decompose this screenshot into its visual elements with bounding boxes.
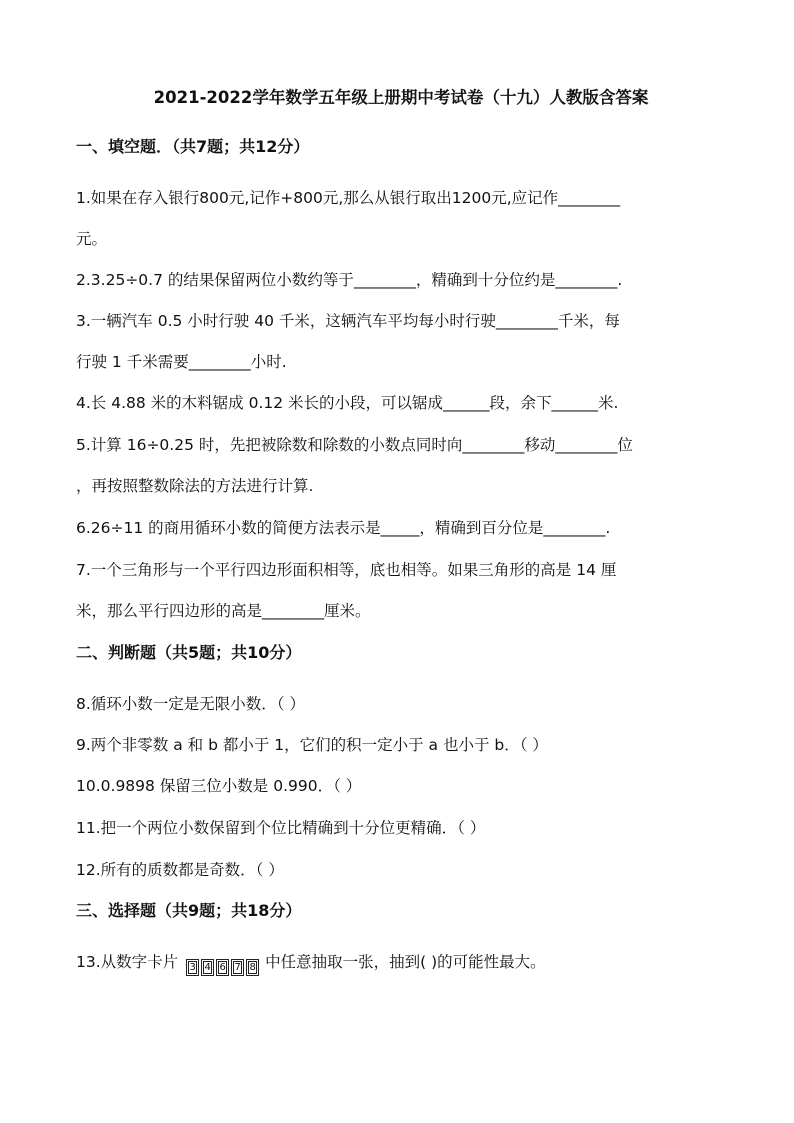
question-2: 2.3.25÷0.7 的结果保留两位小数约等于________，精确到十分位约是________. xyxy=(76,271,623,289)
number-cards xyxy=(186,953,261,977)
question-8: 8.循环小数一定是无限小数．（ ） xyxy=(76,695,305,713)
question-7-line-1: 7.一个三角形与一个平行四边形面积相等，底也相等。如果三角形的高是 14 厘 xyxy=(76,561,617,579)
number-card: 8 xyxy=(246,959,259,976)
question-1-line-1: 1.如果在存入银行800元,记作+800元,那么从银行取出1200元,应记作________ xyxy=(76,189,621,207)
question-11: 11.把一个两位小数保留到个位比精确到十分位更精确．（ ） xyxy=(76,819,486,837)
section-heading-multiple-choice: 三、选择题（共9题；共18分） xyxy=(76,901,302,920)
question-3-line-2: 行驶 1 千米需要________小时. xyxy=(76,353,287,371)
question-13-prefix: 13.从数字卡片 xyxy=(76,953,179,971)
page-title: 2021-2022学年数学五年级上册期中考试卷（十九）人教版含答案 xyxy=(153,88,649,107)
section-heading-fill-in: 一、填空题．（共7题；共12分） xyxy=(76,137,310,156)
number-card: 4 xyxy=(201,959,214,976)
question-4: 4.长 4.88 米的木料锯成 0.12 米长的小段，可以锯成______段，余下______米. xyxy=(76,394,619,412)
number-card: 6 xyxy=(216,959,229,976)
question-3-line-1: 3.一辆汽车 0.5 小时行驶 40 千米，这辆汽车平均每小时行驶________千米，每 xyxy=(76,312,620,330)
question-7-line-2: 米，那么平行四边形的高是________厘米。 xyxy=(76,602,371,620)
question-5-line-1: 5.计算 16÷0.25 时，先把被除数和除数的小数点同时向________移动________位 xyxy=(76,436,633,454)
question-13 xyxy=(76,950,726,977)
question-13-suffix: 中任意抽取一张，抽到( )的可能性最大。 xyxy=(265,953,546,971)
section-heading-true-false: 二、判断题（共5题；共10分） xyxy=(76,643,302,662)
question-5-line-2: ，再按照整数除法的方法进行计算. xyxy=(76,477,314,495)
number-card: 7 xyxy=(231,959,244,976)
question-10: 10.0.9898 保留三位小数是 0.990．（ ） xyxy=(76,777,362,795)
question-1-line-2: 元。 xyxy=(76,230,108,248)
question-6: 6.26÷11 的商用循环小数的简便方法表示是_____，精确到百分位是________. xyxy=(76,519,611,537)
question-9: 9.两个非零数 a 和 b 都小于 1，它们的积一定小于 a 也小于 b．（ ） xyxy=(76,736,548,754)
number-card: 3 xyxy=(186,959,199,976)
question-12: 12.所有的质数都是奇数．（ ） xyxy=(76,861,284,879)
